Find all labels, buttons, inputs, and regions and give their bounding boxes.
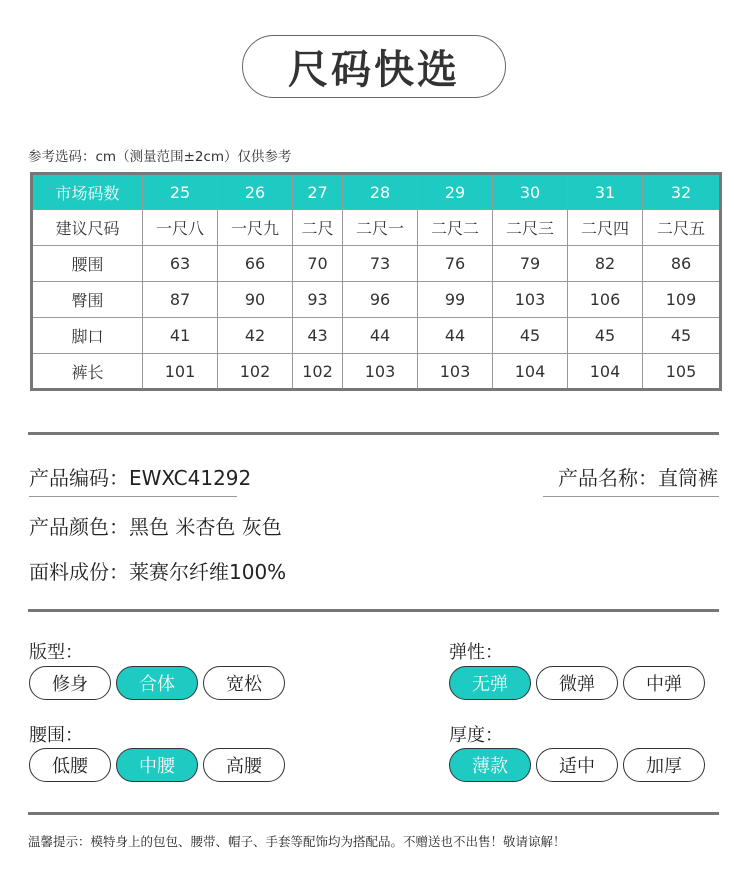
table-cell: 82 [568, 246, 643, 282]
table-cell: 一尺八 [143, 210, 218, 246]
table-cell: 臀围 [32, 282, 143, 318]
table-cell: 44 [418, 318, 493, 354]
header-cell: 32 [643, 174, 721, 210]
table-cell: 103 [418, 354, 493, 390]
fit-option-regular[interactable]: 合体 [116, 666, 198, 700]
table-cell: 45 [643, 318, 721, 354]
thickness-option-thin[interactable]: 薄款 [449, 748, 531, 782]
table-cell: 建议尺码 [32, 210, 143, 246]
table-row [32, 354, 721, 390]
header-cell: 26 [218, 174, 293, 210]
table-cell: 87 [143, 282, 218, 318]
table-cell: 105 [643, 354, 721, 390]
elasticity-option-slight[interactable]: 微弹 [536, 666, 618, 700]
fit-option-loose[interactable]: 宽松 [203, 666, 285, 700]
table-cell: 44 [343, 318, 418, 354]
table-cell: 一尺九 [218, 210, 293, 246]
table-cell: 99 [418, 282, 493, 318]
table-cell: 二尺一 [343, 210, 418, 246]
table-cell: 102 [218, 354, 293, 390]
table-cell: 裤长 [32, 354, 143, 390]
elasticity-option-none[interactable]: 无弹 [449, 666, 531, 700]
product-code: 产品编码：EWXC41292 [29, 466, 252, 490]
fit-label: 版型： [29, 642, 83, 663]
table-cell: 45 [493, 318, 568, 354]
table-cell: 脚口 [32, 318, 143, 354]
table-cell: 二尺五 [643, 210, 721, 246]
table-cell: 二尺三 [493, 210, 568, 246]
table-cell: 96 [343, 282, 418, 318]
table-cell: 104 [568, 354, 643, 390]
thickness-option-moderate[interactable]: 适中 [536, 748, 618, 782]
table-cell: 45 [568, 318, 643, 354]
table-cell: 93 [293, 282, 343, 318]
table-cell: 101 [143, 354, 218, 390]
divider [28, 812, 719, 815]
elasticity-option-medium[interactable]: 中弹 [623, 666, 705, 700]
divider [28, 432, 719, 435]
product-name-underline [543, 496, 719, 497]
table-cell: 106 [568, 282, 643, 318]
table-row [32, 246, 721, 282]
table-cell: 63 [143, 246, 218, 282]
table-cell: 102 [293, 354, 343, 390]
thickness-option-thick[interactable]: 加厚 [623, 748, 705, 782]
table-cell: 二尺四 [568, 210, 643, 246]
waist-option-mid[interactable]: 中腰 [116, 748, 198, 782]
table-cell: 腰围 [32, 246, 143, 282]
page-title: 尺码快选 [242, 35, 506, 98]
table-cell: 二尺 [293, 210, 343, 246]
table-cell: 104 [493, 354, 568, 390]
table-cell: 79 [493, 246, 568, 282]
size-table [30, 172, 722, 391]
header-cell: 25 [143, 174, 218, 210]
elasticity-label: 弹性： [449, 642, 503, 663]
thickness-label: 厚度： [449, 725, 503, 746]
table-row [32, 210, 721, 246]
table-cell: 86 [643, 246, 721, 282]
table-cell: 二尺二 [418, 210, 493, 246]
table-header-row [32, 174, 721, 210]
product-code-underline [29, 496, 237, 497]
table-cell: 109 [643, 282, 721, 318]
header-cell: 30 [493, 174, 568, 210]
table-cell: 42 [218, 318, 293, 354]
table-cell: 41 [143, 318, 218, 354]
table-cell: 103 [343, 354, 418, 390]
header-cell: 29 [418, 174, 493, 210]
header-cell: 市场码数 [32, 174, 143, 210]
table-cell: 66 [218, 246, 293, 282]
table-cell: 90 [218, 282, 293, 318]
product-fabric: 面料成份：莱赛尔纤维100% [29, 560, 287, 584]
divider [28, 609, 719, 612]
table-row [32, 318, 721, 354]
product-colors: 产品颜色：黑色 米杏色 灰色 [29, 515, 282, 539]
header-cell: 31 [568, 174, 643, 210]
product-name: 产品名称：直筒裤 [558, 466, 718, 490]
fit-option-slim[interactable]: 修身 [29, 666, 111, 700]
table-cell: 43 [293, 318, 343, 354]
waist-label: 腰围： [29, 725, 83, 746]
table-row [32, 282, 721, 318]
table-cell: 76 [418, 246, 493, 282]
reference-note: 参考选码：cm（测量范围±2cm）仅供参考 [28, 149, 292, 165]
tip-text: 温馨提示：模特身上的包包、腰带、帽子、手套等配饰均为搭配品。不赠送也不出售！敬请谅解！ [28, 834, 566, 849]
waist-option-high[interactable]: 高腰 [203, 748, 285, 782]
header-cell: 28 [343, 174, 418, 210]
waist-option-low[interactable]: 低腰 [29, 748, 111, 782]
header-cell: 27 [293, 174, 343, 210]
table-cell: 73 [343, 246, 418, 282]
table-cell: 70 [293, 246, 343, 282]
table-cell: 103 [493, 282, 568, 318]
